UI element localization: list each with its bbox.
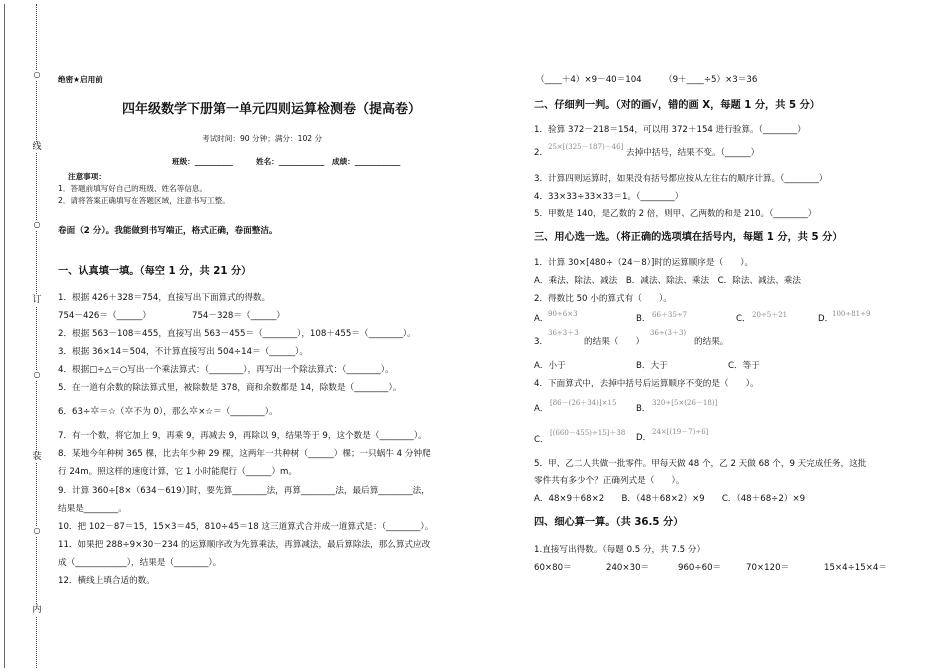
choice-q3-prefix: 3． bbox=[534, 337, 549, 347]
choice-q2: 2．得数比 50 小的算式有（ ）。 bbox=[534, 294, 672, 304]
q12-equation-b[interactable]: （9＋____÷5）×3＝36 bbox=[664, 75, 758, 85]
calc-item[interactable]: 15×4÷15×4＝ bbox=[824, 563, 888, 573]
section4-title: 四、细心算一算。（共 36.5 分） bbox=[534, 517, 684, 528]
choice-q4-expr-c: [(660－455)÷15]＋38 bbox=[550, 429, 626, 437]
judge-item-2-prefix: 2． bbox=[534, 148, 549, 158]
q6-part: 不为 0），那么 bbox=[133, 407, 190, 417]
choice-q3-option-a[interactable]: A．小于 bbox=[534, 361, 566, 371]
q1-answer-b[interactable]: 754－328＝（______） bbox=[192, 311, 285, 321]
circle-marker: ○ bbox=[33, 526, 41, 535]
sun-icon: ✲ bbox=[189, 404, 199, 417]
question-1: 1．根据 426＋328＝754，直接写出下面算式的得数。 bbox=[58, 293, 271, 303]
choice-q4-option-c[interactable]: C． bbox=[534, 435, 549, 445]
choice-q4-option-b[interactable]: B． bbox=[636, 404, 651, 414]
calc-instructions: 1.直接写出得数。（每题 0.5 分，共 7.5 分） bbox=[534, 545, 706, 555]
question-4: 4．根据□÷△＝○写出一个乘法算式：（________），再写出一个除法算式：（________）。 bbox=[58, 365, 394, 375]
question-7: 7．有一个数，将它加上 9，再乘 9，再减去 9，再除以 9，结果等于 9，这个数是（________）。 bbox=[58, 431, 427, 441]
choice-q2-expr-b: 66＋35÷7 bbox=[652, 311, 688, 319]
choice-q3-mid: 的结果（ ） bbox=[584, 337, 645, 347]
choice-q3-option-c[interactable]: C．等于 bbox=[728, 361, 760, 371]
choice-q2-option-a[interactable]: A． bbox=[534, 314, 549, 324]
judge-item-3: 3．计算四则运算时，如果没有括号都应按从左往右的顺序计算。（________） bbox=[534, 174, 828, 184]
choice-q4: 4．下面算式中，去掉中括号后运算顺序不变的是（ ）。 bbox=[534, 379, 759, 389]
calc-item[interactable]: 70×120＝ bbox=[746, 563, 790, 573]
choice-q2-option-c[interactable]: C． bbox=[736, 314, 751, 324]
q6-part: 6．63÷ bbox=[58, 407, 91, 417]
exam-info: 考试时间：90 分钟；满分：102 分 bbox=[202, 134, 323, 143]
q6-part: ＝☆（ bbox=[99, 407, 125, 417]
choice-q2-option-d[interactable]: D． bbox=[818, 314, 834, 324]
question-8: 8．某地今年种树 365 棵，比去年少种 29 棵，这两年一共种树（______）棵；一只蜗牛 4 分钟爬 bbox=[58, 449, 431, 459]
choice-q4-expr-a: [86－(26＋34)]×15 bbox=[550, 399, 617, 407]
name-field[interactable]: 姓名：____________ bbox=[256, 157, 325, 166]
question-5: 5．在一道有余数的除法算式里，被除数是 378，商和余数都是 14，除数是（________）。 bbox=[58, 383, 402, 393]
choice-q2-expr-c: 20÷5＋21 bbox=[752, 311, 788, 319]
note-item: 2．请将答案正确填写在答题区域，注意书写工整。 bbox=[58, 196, 230, 205]
judge-item-5: 5．甲数是 140，是乙数的 2 倍，则甲、乙两数的和是 210。（________） bbox=[534, 209, 817, 219]
choice-q4-option-d[interactable]: D． bbox=[636, 433, 652, 443]
choice-q5-cont: 零件共有多少个？正确列式是（ ）。 bbox=[534, 476, 685, 486]
section3-title: 三、用心选一选。（将正确的选项填在括号内，每题 1 分，共 5 分） bbox=[534, 232, 843, 243]
question-11: 11．如果把 288÷9×30－234 的运算顺序改为先算乘法，再算减法，最后算除法，那么算式应改 bbox=[58, 540, 431, 550]
calc-item[interactable]: 60×80＝ bbox=[534, 563, 572, 573]
question-12: 12．横线上填合适的数。 bbox=[58, 576, 155, 586]
judge-item-1: 1．验算 372－218＝154，可以用 372＋154 进行验算。（________） bbox=[534, 125, 806, 135]
choice-q1: 1．计算 30×[480÷（24－8）]时的运算顺序是（ ）。 bbox=[534, 258, 754, 268]
question-2: 2．根据 563－108＝455，直接写出 563－455＝（________），108＋455＝（________）。 bbox=[58, 329, 416, 339]
choice-q3-option-b[interactable]: B．大于 bbox=[636, 361, 668, 371]
choice-q3-expr1: 36÷3＋3 bbox=[548, 329, 579, 337]
choice-q4-expr-b: 320÷[5×(26－18)] bbox=[652, 399, 718, 407]
q12-equation-a[interactable]: （____＋4）×9－40＝104 bbox=[536, 75, 642, 85]
question-9-cont: 结果是________。 bbox=[58, 504, 127, 514]
choice-q3-expr2: 36÷(3＋3) bbox=[650, 329, 687, 337]
choice-q2-option-b[interactable]: B． bbox=[636, 314, 651, 324]
choice-q2-expr-d: 100÷81÷9 bbox=[832, 310, 871, 318]
confidential-mark: 绝密★启用前 bbox=[58, 75, 103, 84]
question-11-cont: 成（____________），结果是（________）。 bbox=[58, 558, 222, 568]
judge-item-2: 去掉中括号，结果不变。（______） bbox=[626, 148, 760, 158]
sun-icon: ✲ bbox=[124, 404, 134, 417]
circle-marker: ○ bbox=[33, 70, 41, 79]
outer-border bbox=[4, 4, 5, 668]
question-9: 9．计算 360÷[8×（634－619）]时，要先算________法，再算________法，最后算________法， bbox=[58, 486, 430, 496]
q1-answer-a[interactable]: 754－426＝（______） bbox=[58, 311, 151, 321]
note-item: 1．答题前填写好自己的班级、姓名等信息。 bbox=[58, 184, 208, 193]
notes-title: 注意事项： bbox=[68, 172, 106, 181]
judge-item-2-expression: 25×[(325－187)－46] bbox=[548, 143, 624, 151]
section1-title: 一、认真填一填。（每空 1 分，共 21 分） bbox=[58, 266, 252, 277]
choice-q2-expr-a: 90÷6×3 bbox=[548, 310, 578, 318]
choice-q1-options[interactable]: A．乘法、除法、减法 B．减法、除法、乘法 C．除法、减法、乘法 bbox=[534, 276, 801, 286]
choice-q3-suffix: 的结果。 bbox=[694, 337, 729, 347]
choice-q4-expr-d: 24×[(19－7)÷6] bbox=[652, 428, 709, 436]
question-10: 10．把 102－87＝15，15×3＝45，810÷45＝18 这三道算式合并成一道算式是：（________）。 bbox=[58, 522, 434, 532]
choice-q5-options[interactable]: A．48×9＋68×2 B．（48＋68×2）×9 C．（48＋68÷2）×9 bbox=[534, 494, 806, 504]
sun-icon: ✲ bbox=[90, 404, 100, 417]
judge-item-4: 4．33×33÷33×33＝1。（________） bbox=[534, 192, 684, 202]
question-8-cont: 行 24m。照这样的速度计算，它 1 小时能爬行（______）m。 bbox=[58, 467, 297, 477]
section2-title: 二、仔细判一判。（对的画√，错的画 X，每题 1 分，共 5 分） bbox=[534, 100, 820, 111]
binding-label-zhuang: 装 bbox=[32, 452, 42, 462]
binding-label-ding: 订 bbox=[32, 295, 42, 305]
circle-marker: ○ bbox=[33, 220, 41, 229]
page-title: 四年级数学下册第一单元四则运算检测卷（提高卷） bbox=[122, 102, 422, 117]
score-field[interactable]: 成绩：____________ bbox=[332, 157, 401, 166]
calc-item[interactable]: 240×30＝ bbox=[606, 563, 650, 573]
binding-label-nei: 内 bbox=[32, 605, 42, 615]
binding-label-xian: 线 bbox=[32, 142, 42, 152]
q6-part: ×☆＝（________）。 bbox=[198, 407, 278, 417]
choice-q4-option-a[interactable]: A． bbox=[534, 404, 549, 414]
binding-dotted-line bbox=[36, 4, 37, 668]
question-3: 3．根据 36×14＝504，不计算直接写出 504÷14＝（______）。 bbox=[58, 347, 308, 357]
question-6 bbox=[58, 405, 278, 418]
choice-q5: 5．甲、乙二人共做一批零件。甲每天做 48 个，乙 2 天做 68 个，9 天完成任务，这批 bbox=[534, 459, 867, 469]
calc-item[interactable]: 960÷60＝ bbox=[678, 563, 722, 573]
class-field[interactable]: 班级：__________ bbox=[172, 157, 233, 166]
neatness-line: 卷面（2 分）。我能做到书写端正，格式正确，卷面整洁。 bbox=[58, 226, 278, 236]
circle-marker: ○ bbox=[33, 370, 41, 379]
